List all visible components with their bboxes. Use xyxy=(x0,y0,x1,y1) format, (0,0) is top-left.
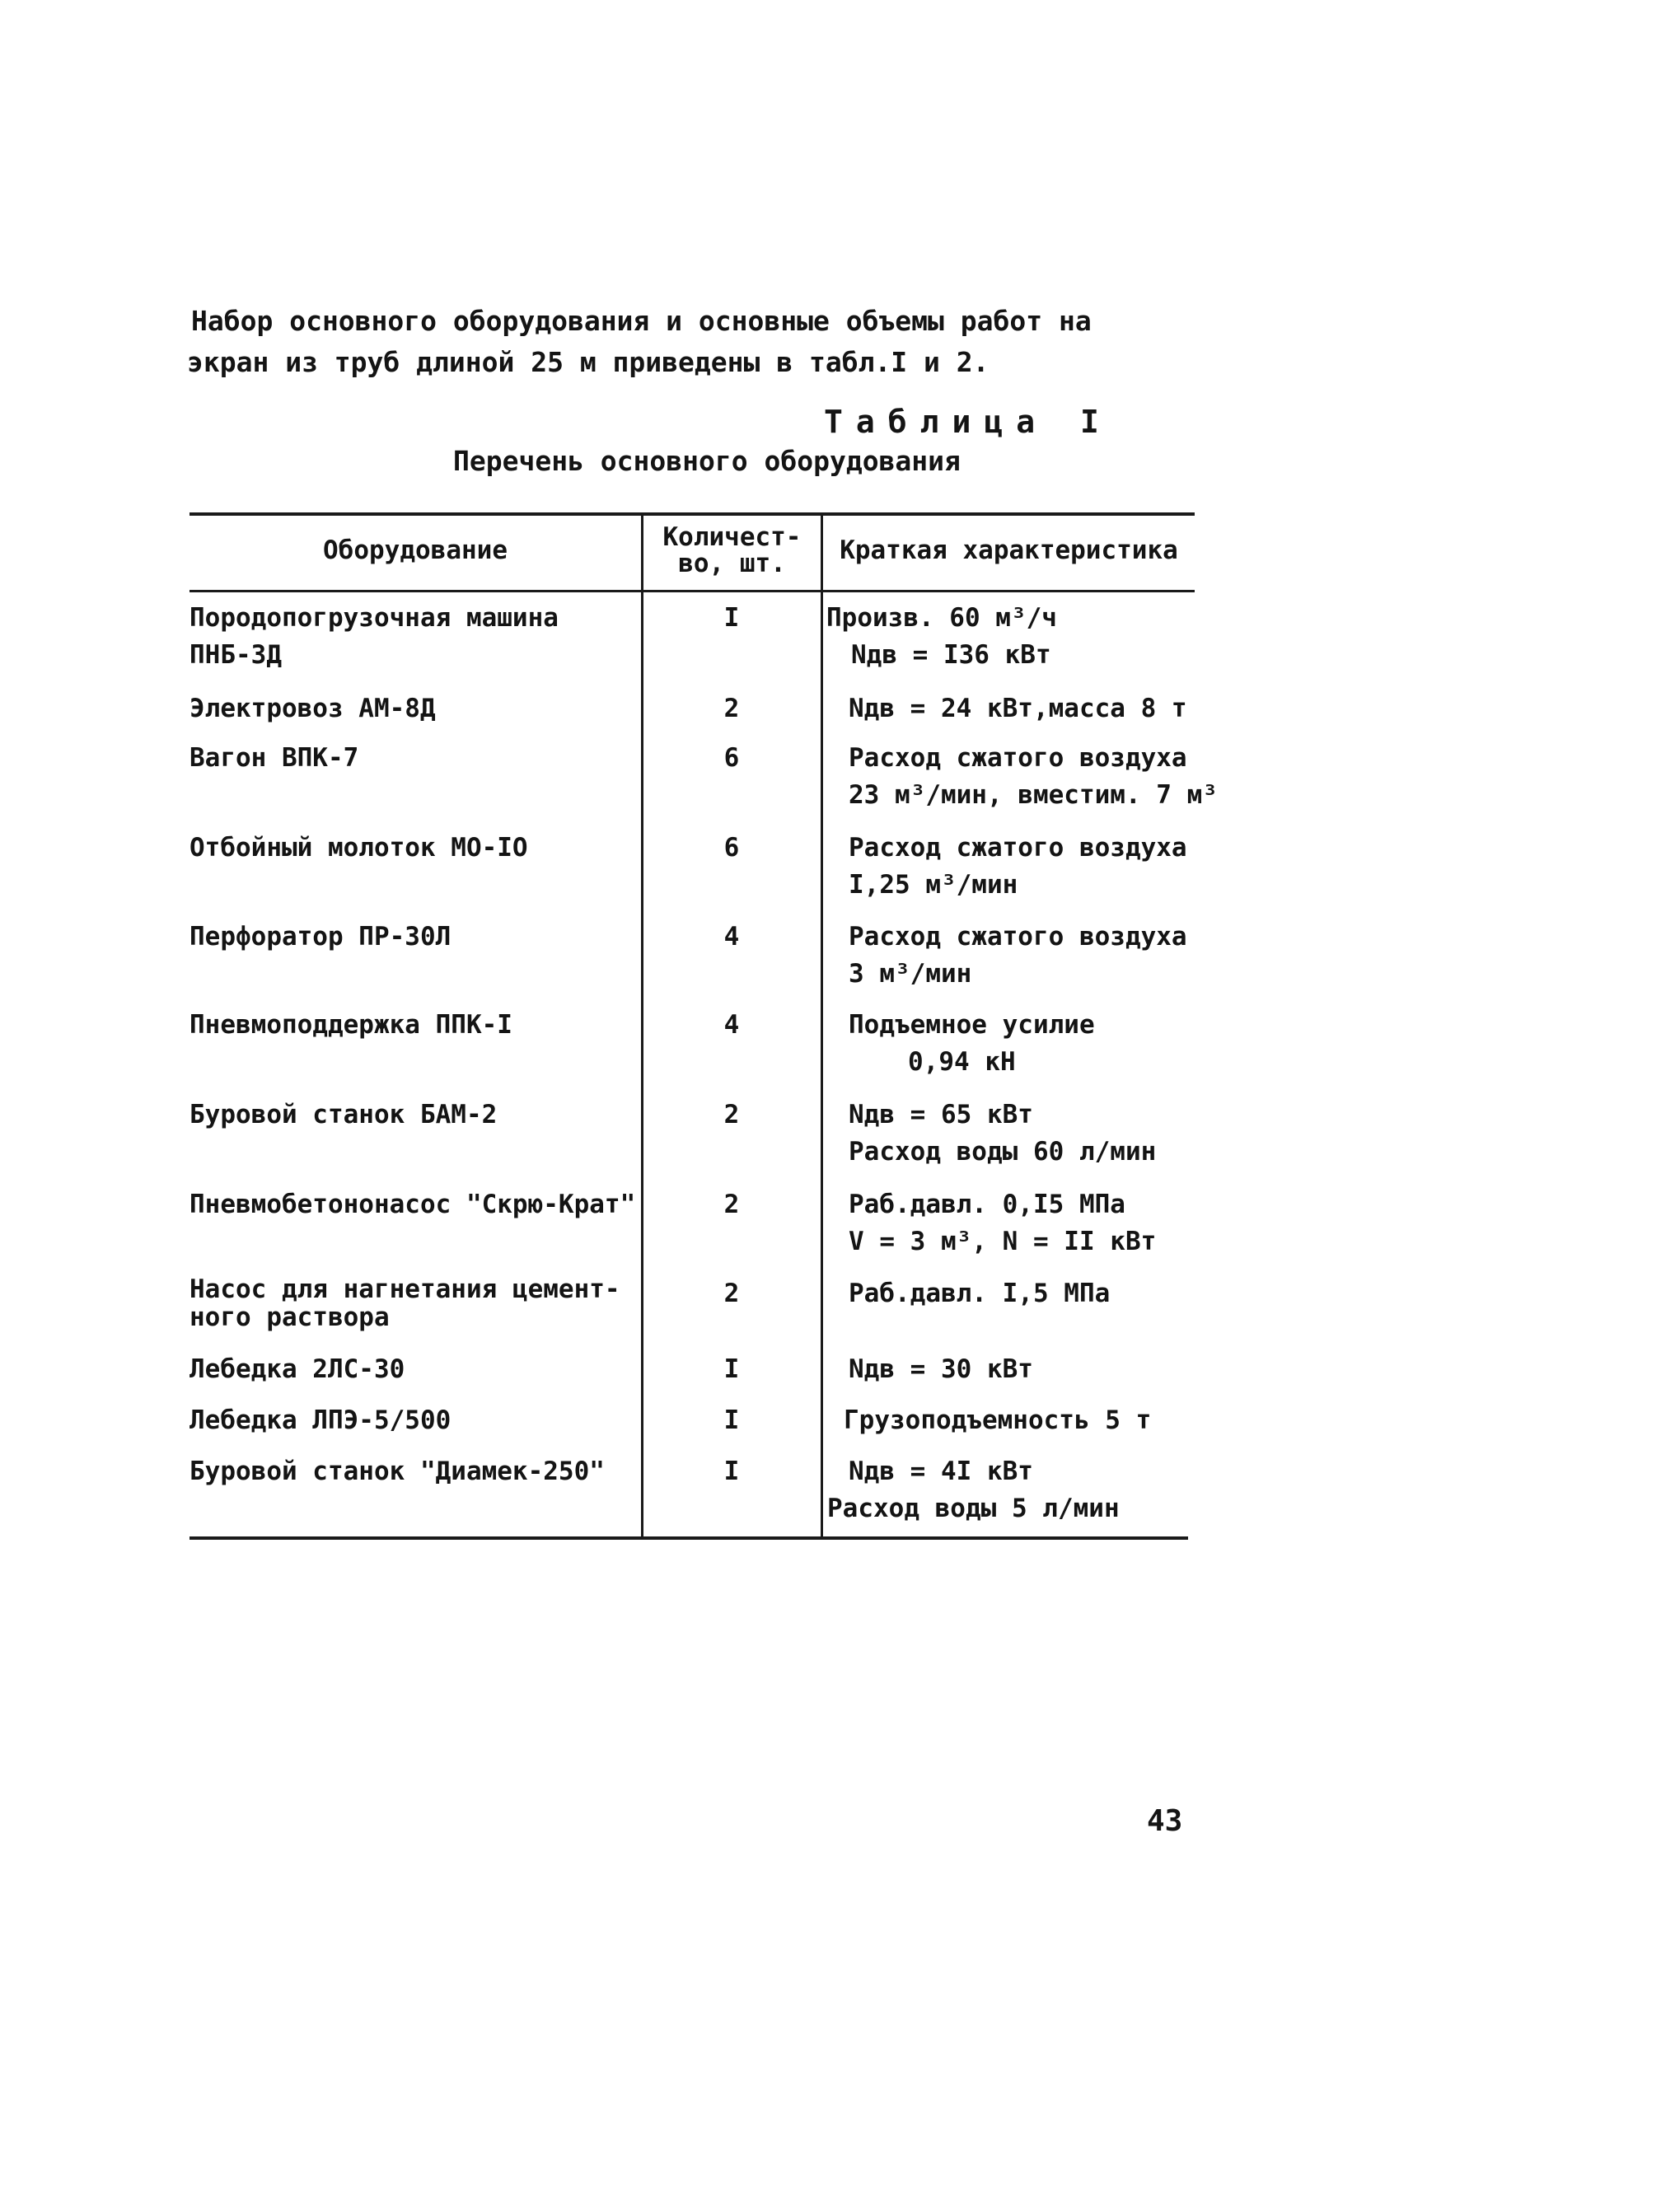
equipment-quantity: I xyxy=(723,1457,740,1486)
equipment-name: Насос для нагнетания цемент- ного раствора xyxy=(189,1274,620,1332)
equipment-description: Раб.давл. I,5 МПа xyxy=(849,1279,1111,1308)
table-label: Таблица I xyxy=(824,404,1112,440)
equipment-quantity: 6 xyxy=(723,833,740,863)
header-equipment: Оборудование xyxy=(323,535,508,565)
equipment-name: Пневмобетононасос "Скрю-Крат" xyxy=(189,1190,636,1219)
equipment-name: Отбойный молоток МО-IO xyxy=(189,833,528,863)
equipment-description: Nдв = 65 кВт Расход воды 60 л/мин xyxy=(849,1100,1157,1167)
header-description: Краткая характеристика xyxy=(840,535,1178,565)
equipment-quantity: I xyxy=(723,1354,740,1384)
equipment-description: Грузоподъемность 5 т xyxy=(844,1405,1152,1435)
equipment-name: Породопогрузочная машина ПНБ-3Д xyxy=(189,603,559,670)
header-quantity-line-1: Количест- xyxy=(662,522,802,552)
header-quantity xyxy=(643,524,821,577)
equipment-quantity: 4 xyxy=(723,922,740,952)
equipment-description: Расход сжатого воздуха 23 м³/мин, вместим. 7 м³ xyxy=(849,743,1218,810)
equipment-quantity: 2 xyxy=(723,694,740,723)
equipment-name: Электровоз АМ-8Д xyxy=(189,694,436,723)
equipment-name: Пневмоподдержка ППК-I xyxy=(189,1010,512,1040)
equipment-quantity: I xyxy=(723,603,740,633)
equipment-description: Раб.давл. 0,I5 МПа V = 3 м³, N = II кВт xyxy=(849,1190,1157,1256)
header-quantity-line-2: во, шт. xyxy=(678,549,786,578)
equipment-description: Nдв = 24 кВт,масса 8 т xyxy=(849,694,1187,723)
equipment-description: Произв. 60 м³/ч Nдв = I36 кВт xyxy=(826,603,1057,670)
equipment-name: Буровой станок "Диамек-250" xyxy=(189,1457,605,1486)
column-divider-1 xyxy=(641,512,643,1536)
header-bottom-rule xyxy=(189,590,1195,592)
intro-line-2: экран из труб длиной 25 м приведены в табл.I и 2. xyxy=(187,346,990,378)
intro-line-1: Набор основного оборудования и основные объемы работ на xyxy=(191,305,1092,337)
table-bottom-rule xyxy=(189,1536,1188,1540)
equipment-description: Расход сжатого воздуха I,25 м³/мин xyxy=(849,833,1187,900)
equipment-quantity: 4 xyxy=(723,1010,740,1040)
table-top-rule xyxy=(189,512,1195,516)
equipment-quantity: I xyxy=(723,1405,740,1435)
page-number: 43 xyxy=(1147,1804,1183,1838)
equipment-name: Буровой станок БАМ-2 xyxy=(189,1100,498,1129)
intro-paragraph xyxy=(187,301,1213,383)
table-caption: Перечень основного оборудования xyxy=(453,445,961,477)
equipment-name: Перфоратор ПР-30Л xyxy=(189,922,452,952)
equipment-quantity: 2 xyxy=(723,1100,740,1129)
column-divider-2 xyxy=(821,512,823,1536)
equipment-name: Лебедка 2ЛС-30 xyxy=(189,1354,405,1384)
equipment-name: Лебедка ЛПЭ-5/500 xyxy=(189,1405,452,1435)
equipment-description: Nдв = 30 кВт xyxy=(849,1354,1033,1384)
equipment-quantity: 6 xyxy=(723,743,740,773)
equipment-quantity: 2 xyxy=(723,1190,740,1219)
equipment-description: Подъемное усилие 0,94 кН xyxy=(849,1010,1095,1077)
equipment-description: Расход сжатого воздуха 3 м³/мин xyxy=(849,922,1187,989)
equipment-description: Nдв = 4I кВт Расход воды 5 л/мин xyxy=(827,1457,1120,1523)
equipment-name: Вагон ВПК-7 xyxy=(189,743,359,773)
equipment-quantity: 2 xyxy=(723,1279,740,1308)
